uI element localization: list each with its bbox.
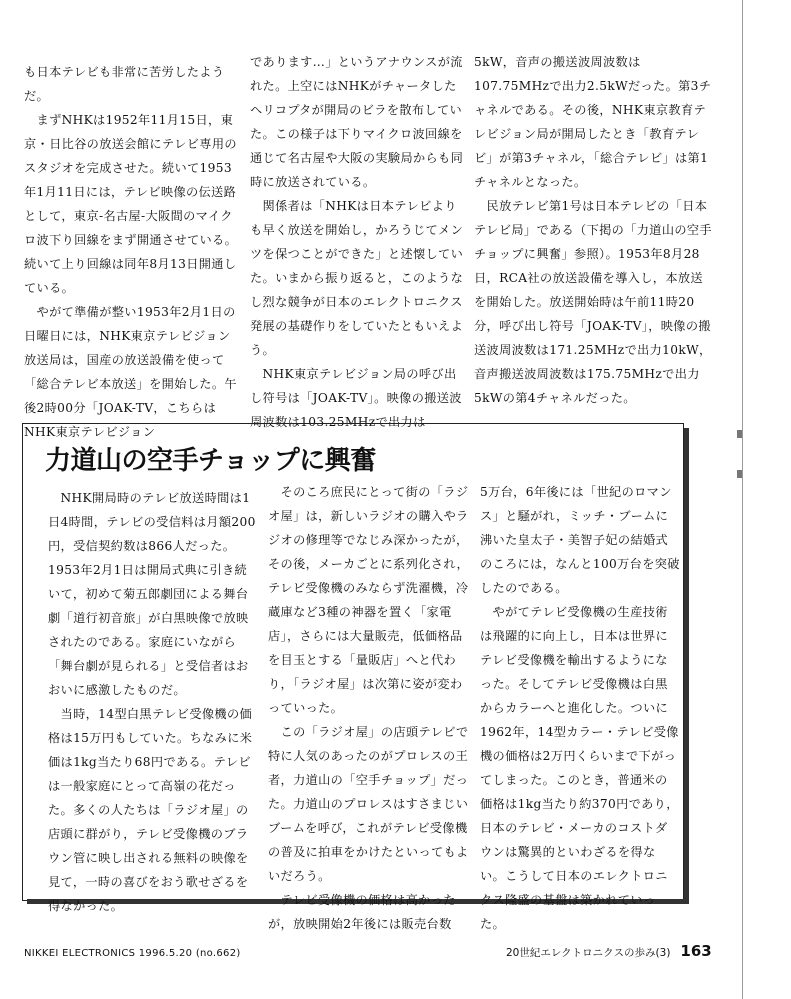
paragraph: やがて準備が整い1953年2月1日の日曜日には，NHK東京テレビジョン放送局は，国産の放送設備を使って「総合テレビ本放送」を開始した。午後2時00分「JOAK-TV，こちらはNHK東京テレビジョン [24, 305, 237, 439]
article-column-3 [474, 50, 714, 410]
box-column-3 [480, 480, 680, 936]
box-column-2 [268, 480, 473, 936]
scan-edge-mark [737, 470, 742, 478]
paragraph: 5kW，音声の搬送波周波数は107.75MHzで出力2.5kWだった。第3チャネルである。その後，NHK東京教育テレビジョン局が開局したとき「教育テレビ」が第3チャネル，「総合テレビ」は第1チャネルとなった。 [474, 55, 712, 189]
page-footer [506, 942, 712, 960]
article-column-1 [24, 60, 239, 444]
box-shadow [684, 428, 689, 903]
scan-edge-mark [737, 430, 742, 438]
paragraph: この「ラジオ屋」の店頭テレビで特に人気のあったのがプロレスの王者，力道山の「空手チョップ」だった。力道山のプロレスはすさまじいブームを呼び，これがテレビ受像機の普及に拍車をかけたといってもよいだろう。 [268, 725, 469, 883]
article-column-2 [250, 50, 464, 434]
paragraph: であります…」というアナウンスが流れた。上空にはNHKがチャータしたヘリコプタが開局のビラを散布していた。この様子は下りマイクロ波回線を通じて名古屋や大阪の実験局からも同時に放送されている。 [250, 55, 464, 189]
series-title: 20世紀エレクトロニクスの歩み(3) [506, 947, 671, 959]
magazine-credit: NIKKEI ELECTRONICS 1996.5.20 (no.662) [24, 948, 241, 959]
paragraph: 関係者は「NHKは日本テレビよりも早く放送を開始し，かろうじてメンツを保つことができた」と述懐していた。いまから振り返ると，このようなし烈な競争が日本のエレクトロニクス発展の基礎作りをしていたともいえよう。 [250, 199, 464, 357]
page-number: 163 [680, 942, 712, 960]
paragraph: テレビ受像機の価格は高かったが，放映開始2年後には販売台数 [268, 893, 456, 931]
box-column-1 [48, 486, 258, 918]
paragraph: NHK開局時のテレビ放送時間は1日4時間，テレビの受信料は月額200円，受信契約数は866人だった。1953年2月1日は開局式典に引き続いて，初めて菊五郎劇団による舞台劇「道行初音旅」が白黒映像で放映されたのである。家庭にいながら「舞台劇が見られる」と受信者はおおいに感激したものだ。 [48, 491, 256, 697]
paragraph: NHK東京テレビジョン局の呼び出し符号は「JOAK-TV」。映像の搬送波周波数は103.25MHzで出力は [250, 367, 462, 429]
box-title: 力道山の空手チョップに興奮 [45, 446, 376, 476]
paragraph: そのころ庶民にとって街の「ラジオ屋」は，新しいラジオの購入やラジオの修理等でなじみ深かったが，その後，メーカごとに系列化され，テレビ受像機のみならず洗濯機，冷蔵庫など3種の神器を置く「家電店」，さらには大量販売，低価格品を目玉とする「量販店」へと代わり，「ラジオ屋」は次第に姿が変わっていった。 [268, 485, 470, 715]
paragraph: まずNHKは1952年11月15日，東京・日比谷の放送会館にテレビ専用のスタジオを完成させた。続いて1953年1月11日には，テレビ映像の伝送路として，東京-名古屋-大阪間のマイクロ波下り回線をまず開通させている。続いて上り回線は同年8月13日開通している。 [24, 113, 238, 295]
paragraph: やがてテレビ受像機の生産技術は飛躍的に向上し，日本は世界にテレビ受像機を輸出するようになった。そしてテレビ受像機は白黒からカラーへと進化した。ついに1962年，14型カラー・テレビ受像機の価格は2万円くらいまで下がってしまった。このとき，普通米の価格は1kg当たり約370円であり，日本のテレビ・メーカのコストダウンは驚異的といわざるを得ない。こうして日本のエレクトロニクス隆盛の基盤は築かれていった。 [480, 605, 679, 931]
paragraph: 民放テレビ第1号は日本テレビの「日本テレビ局」である（下掲の「力道山の空手チョップに興奮」参照）。1953年8月28日，RCA社の放送設備を導入し，本放送を開始した。放送開始時は午前11時20分，呼び出し符号「JOAK-TV」，映像の搬送波周波数は171.25MHzで出力10kW，音声搬送波周波数は175.75MHzで出力5kWの第4チャネルだった。 [474, 199, 712, 405]
scan-edge-line [742, 0, 743, 999]
paragraph: も日本テレビも非常に苦労したようだ。 [24, 65, 225, 103]
paragraph: 当時，14型白黒テレビ受像機の価格は15万円もしていた。ちなみに米価は1kg当たり68円である。テレビは一般家庭にとって高嶺の花だった。多くの人たちは「ラジオ屋」の店頭に群がり，テレビ受像機のブラウン管に映し出される無料の映像を見て，一時の喜びをおう歌せざるを得なかった。 [48, 707, 253, 913]
paragraph: 5万台，6年後には「世紀のロマンス」と騒がれ，ミッチ・ブームに沸いた皇太子・美智子妃の結婚式のころには，なんと100万台を突破したのである。 [480, 485, 680, 595]
